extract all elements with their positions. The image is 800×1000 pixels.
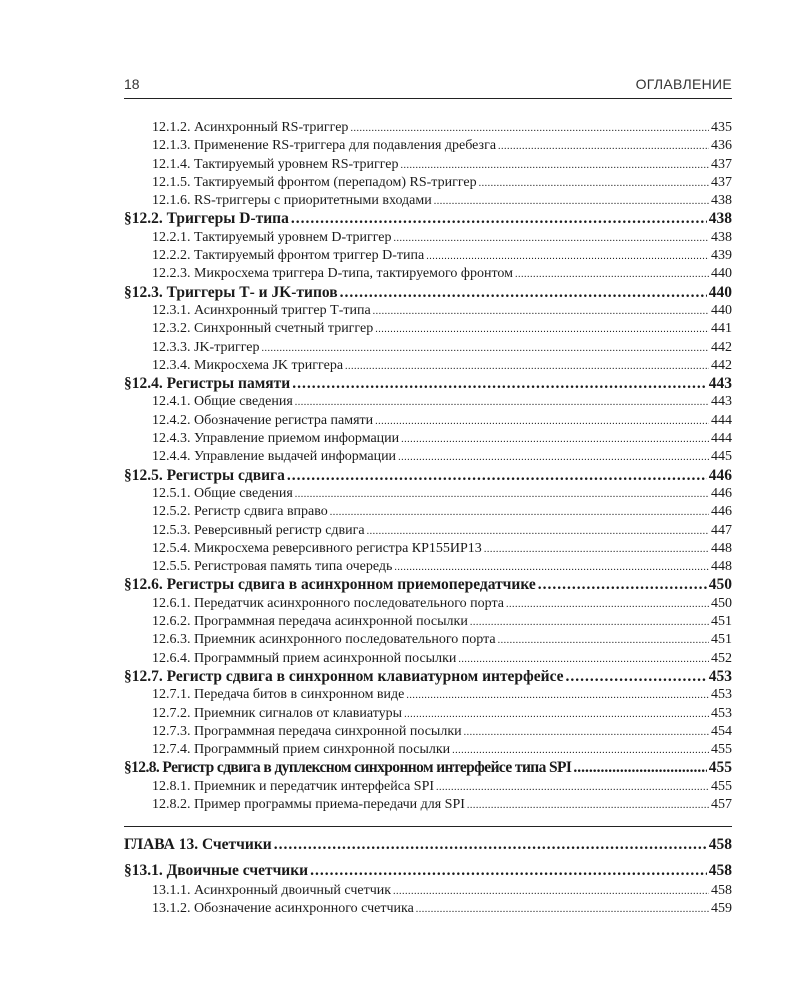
dot-leader bbox=[375, 413, 709, 431]
dot-leader bbox=[274, 833, 707, 857]
toc-entry-label: 12.1.3. Применение RS-триггера для подавления дребезга bbox=[152, 138, 497, 154]
dot-leader bbox=[401, 157, 709, 175]
toc-subsection-entry[interactable] bbox=[124, 650, 732, 668]
toc-entry-label: 12.6.1. Передатчик асинхронного последовательного порта bbox=[152, 595, 504, 611]
toc-entry-page: 438 bbox=[711, 229, 732, 245]
toc-entry-label: §12.4. Регистры памяти bbox=[124, 375, 291, 393]
toc-entry-label: 12.4.4. Управление выдачей информации bbox=[152, 449, 397, 465]
toc-entry-label: 12.3.3. JK-триггер bbox=[152, 339, 260, 355]
dot-leader bbox=[538, 576, 707, 594]
toc-subsection-entry[interactable] bbox=[124, 485, 732, 503]
toc-entry-page: 444 bbox=[711, 431, 732, 447]
dot-leader bbox=[287, 467, 707, 485]
dot-leader bbox=[416, 901, 709, 919]
dot-leader bbox=[479, 175, 709, 193]
toc-entry-page: 453 bbox=[711, 705, 732, 721]
dot-leader bbox=[394, 559, 709, 577]
toc-subsection-entry[interactable] bbox=[124, 119, 732, 137]
toc-entry-page: 448 bbox=[711, 559, 732, 575]
toc-subsection-entry[interactable] bbox=[124, 137, 732, 155]
dot-leader bbox=[367, 523, 709, 541]
toc-entry-label: 12.8.2. Пример программы приема-передачи для SPI bbox=[152, 796, 465, 812]
toc-entry-page: 439 bbox=[711, 248, 732, 264]
dot-leader bbox=[498, 632, 709, 650]
dot-leader bbox=[310, 860, 707, 882]
toc-subsection-entry[interactable] bbox=[124, 320, 732, 338]
toc-entry-page: 446 bbox=[711, 485, 732, 501]
toc-subsection-entry[interactable] bbox=[124, 265, 732, 283]
toc-section-entry[interactable] bbox=[124, 375, 732, 393]
toc-subsection-entry[interactable] bbox=[124, 302, 732, 320]
dot-leader bbox=[295, 394, 709, 412]
toc-entry-page: 437 bbox=[711, 156, 732, 172]
toc-entry-label: 12.8.1. Приемник и передатчик интерфейса SPI bbox=[152, 778, 435, 794]
toc-entry-label: 12.4.2. Обозначение регистра памяти bbox=[152, 412, 374, 428]
toc-subsection-entry[interactable] bbox=[124, 631, 732, 649]
toc-entry-label: 12.2.1. Тактируемый уровнем D-триггер bbox=[152, 229, 392, 245]
toc-entry-label: §12.7. Регистр сдвига в синхронном клавиатурном интерфейсе bbox=[124, 667, 564, 685]
toc-subsection-entry[interactable] bbox=[124, 393, 732, 411]
toc-entry-page: 442 bbox=[711, 357, 732, 373]
toc-subsection-entry[interactable] bbox=[124, 558, 732, 576]
toc-entry-page: 455 bbox=[711, 742, 732, 758]
dot-leader bbox=[350, 120, 709, 138]
dot-leader bbox=[484, 541, 709, 559]
dot-leader bbox=[470, 614, 709, 632]
toc-entry-page: 441 bbox=[711, 321, 732, 337]
toc-entry-page: 446 bbox=[711, 504, 732, 520]
toc-subsection-entry[interactable] bbox=[124, 229, 732, 247]
toc-entry-page: 442 bbox=[711, 339, 732, 355]
toc-entry-page: 440 bbox=[711, 302, 732, 318]
toc-entry-page: 443 bbox=[708, 375, 732, 393]
toc-entry-label: §12.5. Регистры сдвига bbox=[124, 466, 285, 484]
toc-entry-page: 458 bbox=[708, 836, 732, 853]
toc-entry-label: 12.3.1. Асинхронный триггер Т-типа bbox=[152, 302, 371, 318]
dot-leader bbox=[458, 651, 709, 669]
page-number: 18 bbox=[124, 76, 140, 92]
toc-section-entry[interactable] bbox=[124, 284, 732, 302]
toc-subsection-entry[interactable] bbox=[124, 705, 732, 723]
toc-subsection-entry[interactable] bbox=[124, 522, 732, 540]
toc-entry-page: 440 bbox=[711, 266, 732, 282]
toc-entry-page: 447 bbox=[711, 522, 732, 538]
dot-leader bbox=[398, 449, 709, 467]
toc-entry-label: 12.4.1. Общие сведения bbox=[152, 394, 293, 410]
dot-leader bbox=[452, 742, 709, 760]
dot-leader bbox=[406, 687, 709, 705]
toc-entry-label: 12.7.2. Приемник сигналов от клавиатуры bbox=[152, 705, 403, 721]
toc-entry-page: 437 bbox=[711, 174, 732, 190]
dot-leader bbox=[345, 358, 709, 376]
toc-entry-page: 435 bbox=[711, 120, 732, 135]
toc-subsection-entry[interactable] bbox=[124, 448, 732, 466]
dot-leader bbox=[436, 779, 709, 797]
toc-subsection-entry[interactable] bbox=[124, 540, 732, 558]
dot-leader bbox=[515, 266, 709, 284]
toc-chapter-entry[interactable] bbox=[124, 833, 732, 857]
toc-subsection-entry[interactable] bbox=[124, 357, 732, 375]
toc-entry-label: 12.5.1. Общие сведения bbox=[152, 485, 293, 501]
toc-entry-page: 440 bbox=[708, 283, 732, 301]
toc-subsection-entry[interactable] bbox=[124, 430, 732, 448]
toc-entry-label: 12.5.4. Микросхема реверсивного регистра КР155ИР13 bbox=[152, 540, 482, 556]
toc-entry-label: 12.2.3. Микросхема триггера D-типа, тактируемого фронтом bbox=[152, 266, 513, 282]
toc-entry-page: 451 bbox=[711, 632, 732, 648]
toc-subsection-entry[interactable] bbox=[124, 503, 732, 521]
toc-entry-page: 459 bbox=[711, 901, 732, 917]
toc-subsection-entry[interactable] bbox=[124, 723, 732, 741]
dot-leader bbox=[404, 706, 709, 724]
dot-leader bbox=[401, 431, 709, 449]
toc-subsection-entry[interactable] bbox=[124, 174, 732, 192]
toc-entry-label: 12.5.3. Реверсивный регистр сдвига bbox=[152, 522, 365, 538]
toc-entry-page: 457 bbox=[711, 796, 732, 812]
toc-section-entry[interactable] bbox=[124, 668, 732, 686]
toc-entry-page: 455 bbox=[708, 759, 732, 777]
toc-entry-label: 12.3.4. Микросхема JK триггера bbox=[152, 357, 344, 373]
toc-entry-page: 445 bbox=[711, 449, 732, 465]
toc-entry-label: 13.1.1. Асинхронный двоичный счетчик bbox=[152, 883, 392, 898]
toc-entry-label: §12.8. Регистр сдвига в дуплексном синхронном интерфейсе типа SPI bbox=[124, 759, 572, 777]
toc-subsection-entry[interactable] bbox=[124, 339, 732, 357]
toc-entry-label: 12.6.4. Программный прием асинхронной посылки bbox=[152, 650, 457, 666]
toc-subsection-entry[interactable] bbox=[124, 412, 732, 430]
dot-leader bbox=[292, 375, 707, 393]
toc-subsection-entry[interactable] bbox=[124, 247, 732, 265]
toc-entry-page: 444 bbox=[711, 412, 732, 428]
toc-entry-page: 450 bbox=[711, 595, 732, 611]
toc-subsection-entry[interactable] bbox=[124, 613, 732, 631]
toc-entry-label: 12.3.2. Синхронный счетный триггер bbox=[152, 321, 374, 337]
toc-section-entry[interactable] bbox=[124, 467, 732, 485]
toc-entry-label: 12.1.5. Тактируемый фронтом (перепадом) RS-триггер bbox=[152, 174, 477, 190]
toc-section-entry[interactable] bbox=[124, 210, 732, 228]
dot-leader bbox=[573, 759, 706, 777]
toc-entry-page: 454 bbox=[711, 723, 732, 739]
dot-leader bbox=[506, 596, 709, 614]
dot-leader bbox=[291, 210, 707, 228]
toc-entry-page: 446 bbox=[708, 466, 732, 484]
toc-entry-page: 448 bbox=[711, 540, 732, 556]
toc-subsection-entry[interactable] bbox=[124, 156, 732, 174]
toc-entry-page: 452 bbox=[711, 650, 732, 666]
toc-subsection-entry[interactable] bbox=[124, 741, 732, 759]
toc-subsection-entry[interactable] bbox=[124, 796, 732, 814]
dot-leader bbox=[393, 883, 709, 901]
toc-entry-label: 12.2.2. Тактируемый фронтом триггер D-типа bbox=[152, 248, 425, 264]
toc-entry-label: §13.1. Двоичные счетчики bbox=[124, 862, 309, 879]
dot-leader bbox=[262, 340, 709, 358]
toc-subsection-entry[interactable] bbox=[124, 686, 732, 704]
toc-entry-label: §12.3. Триггеры Т- и JK-типов bbox=[124, 283, 338, 301]
toc-entry-label: 12.7.1. Передача битов в синхронном виде bbox=[152, 687, 405, 703]
toc-entry-page: 453 bbox=[708, 667, 732, 685]
toc-subsection-entry[interactable] bbox=[124, 900, 732, 918]
toc-entry-label: 12.4.3. Управление приемом информации bbox=[152, 431, 400, 447]
toc-entry-page: 443 bbox=[711, 394, 732, 410]
dot-leader bbox=[394, 230, 710, 248]
toc-entry-label: 12.1.4. Тактируемый уровнем RS-триггер bbox=[152, 156, 399, 172]
toc-subsection-entry[interactable] bbox=[124, 882, 732, 900]
dot-leader bbox=[434, 193, 709, 211]
toc-entry-label: 13.1.2. Обозначение асинхронного счетчика bbox=[152, 901, 414, 917]
chapter-13-block bbox=[124, 826, 732, 919]
dot-leader bbox=[373, 303, 709, 321]
toc-entry-label: 12.5.2. Регистр сдвига вправо bbox=[152, 504, 328, 520]
toc-entry-label: §12.2. Триггеры D-типа bbox=[124, 210, 289, 228]
dot-leader bbox=[498, 138, 709, 156]
toc-entry-page: 438 bbox=[711, 193, 732, 209]
toc-entry-page: 450 bbox=[708, 576, 732, 594]
toc-entry-label: 12.1.2. Асинхронный RS-триггер bbox=[152, 120, 349, 135]
toc-entry-label: 12.5.5. Регистровая память типа очередь bbox=[152, 559, 393, 575]
toc-subsection-entry[interactable] bbox=[124, 192, 732, 210]
toc-entry-page: 458 bbox=[711, 883, 732, 898]
toc-subsection-entry[interactable] bbox=[124, 778, 732, 796]
table-of-contents bbox=[124, 119, 732, 814]
toc-section-entry[interactable] bbox=[124, 759, 732, 777]
toc-entry-label: 12.6.2. Программная передача асинхронной посылки bbox=[152, 614, 468, 630]
running-title: ОГЛАВЛЕНИЕ bbox=[635, 76, 732, 92]
toc-section-entry[interactable] bbox=[124, 576, 732, 594]
dot-leader bbox=[375, 321, 709, 339]
toc-entry-label: 12.1.6. RS-триггеры с приоритетными входами bbox=[152, 193, 432, 209]
toc-entry-page: 438 bbox=[708, 210, 732, 228]
toc-entry-label: ГЛАВА 13. Счетчики bbox=[124, 836, 272, 853]
dot-leader bbox=[340, 284, 707, 302]
toc-entry-page: 458 bbox=[708, 862, 732, 879]
toc-section-entry[interactable] bbox=[124, 860, 732, 882]
toc-entry-page: 451 bbox=[711, 614, 732, 630]
toc-subsection-entry[interactable] bbox=[124, 595, 732, 613]
toc-entry-label: §12.6. Регистры сдвига в асинхронном приемопередатчике bbox=[124, 576, 536, 594]
toc-entry-page: 453 bbox=[711, 687, 732, 703]
dot-leader bbox=[566, 668, 707, 686]
page-header bbox=[124, 72, 732, 99]
toc-entry-label: 12.7.3. Программная передача синхронной посылки bbox=[152, 723, 462, 739]
dot-leader bbox=[295, 486, 709, 504]
dot-leader bbox=[330, 504, 709, 522]
toc-entry-page: 455 bbox=[711, 778, 732, 794]
dot-leader bbox=[426, 248, 709, 266]
toc-entry-label: 12.6.3. Приемник асинхронного последовательного порта bbox=[152, 632, 496, 648]
dot-leader bbox=[464, 724, 709, 742]
toc-entry-label: 12.7.4. Программный прием синхронной посылки bbox=[152, 742, 451, 758]
dot-leader bbox=[467, 797, 709, 815]
toc-entry-page: 436 bbox=[711, 138, 732, 154]
